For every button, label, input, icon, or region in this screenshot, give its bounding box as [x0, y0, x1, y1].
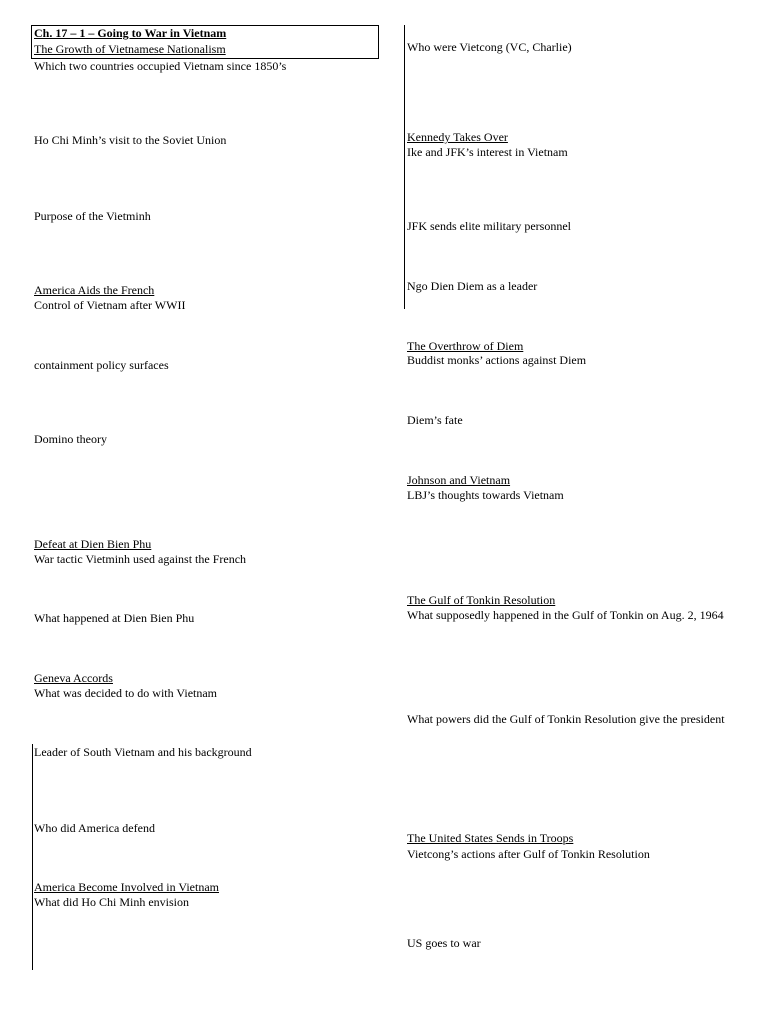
prompt-south-vietnam-leader: Leader of South Vietnam and his background	[34, 745, 252, 759]
section-heading-johnson: Johnson and Vietnam	[407, 473, 511, 487]
section-heading-dien-bien-phu: Defeat at Dien Bien Phu	[34, 537, 152, 551]
prompt-america-defend: Who did America defend	[34, 821, 155, 835]
prompt-vietcong-actions: Vietcong’s actions after Gulf of Tonkin Resolution	[407, 847, 650, 861]
prompt-dien-bien-phu: What happened at Dien Bien Phu	[34, 611, 195, 625]
prompt-vietcong: Who were Vietcong (VC, Charlie)	[407, 40, 572, 54]
right-column-divider	[404, 25, 405, 309]
prompt-resolution-powers: What powers did the Gulf of Tonkin Resolution give the president	[407, 712, 725, 726]
prompt-diem-fate: Diem’s fate	[407, 413, 463, 427]
section-heading-gulf-of-tonkin: The Gulf of Tonkin Resolution	[407, 593, 556, 607]
prompt-ho-chi-minh-soviet: Ho Chi Minh’s visit to the Soviet Union	[34, 133, 227, 147]
section-heading-nationalism: The Growth of Vietnamese Nationalism	[34, 42, 226, 56]
prompt-gulf-of-tonkin-event: What supposedly happened in the Gulf of Tonkin on Aug. 2, 1964	[407, 608, 724, 622]
prompt-vietnam-decision: What was decided to do with Vietnam	[34, 686, 218, 700]
prompt-control-after-wwii: Control of Vietnam after WWII	[34, 298, 186, 312]
left-column-margin-line	[32, 744, 33, 970]
prompt-us-goes-to-war: US goes to war	[407, 936, 481, 950]
section-heading-aids-french: America Aids the French	[34, 283, 155, 297]
prompt-domino-theory: Domino theory	[34, 432, 107, 446]
prompt-containment: containment policy surfaces	[34, 358, 169, 372]
page-title: Ch. 17 – 1 – Going to War in Vietnam	[34, 26, 227, 40]
section-heading-us-troops: The United States Sends in Troops	[407, 831, 574, 845]
section-heading-overthrow-diem: The Overthrow of Diem	[407, 339, 524, 353]
prompt-lbj-thoughts: LBJ’s thoughts towards Vietnam	[407, 488, 564, 502]
section-heading-kennedy: Kennedy Takes Over	[407, 130, 508, 144]
prompt-ike-jfk-interest: Ike and JFK’s interest in Vietnam	[407, 145, 568, 159]
prompt-ho-chi-minh-envision: What did Ho Chi Minh envision	[34, 895, 189, 909]
prompt-occupying-countries: Which two countries occupied Vietnam since 1850’s	[34, 59, 287, 73]
prompt-vietminh-purpose: Purpose of the Vietminh	[34, 209, 151, 223]
prompt-jfk-elite-personnel: JFK sends elite military personnel	[407, 219, 571, 233]
prompt-diem-leader: Ngo Dien Diem as a leader	[407, 279, 538, 293]
section-heading-geneva-accords: Geneva Accords	[34, 671, 113, 685]
prompt-buddist-monks: Buddist monks’ actions against Diem	[407, 353, 587, 367]
prompt-war-tactic: War tactic Vietminh used against the French	[34, 552, 247, 566]
section-heading-america-involved: America Become Involved in Vietnam	[34, 880, 219, 894]
